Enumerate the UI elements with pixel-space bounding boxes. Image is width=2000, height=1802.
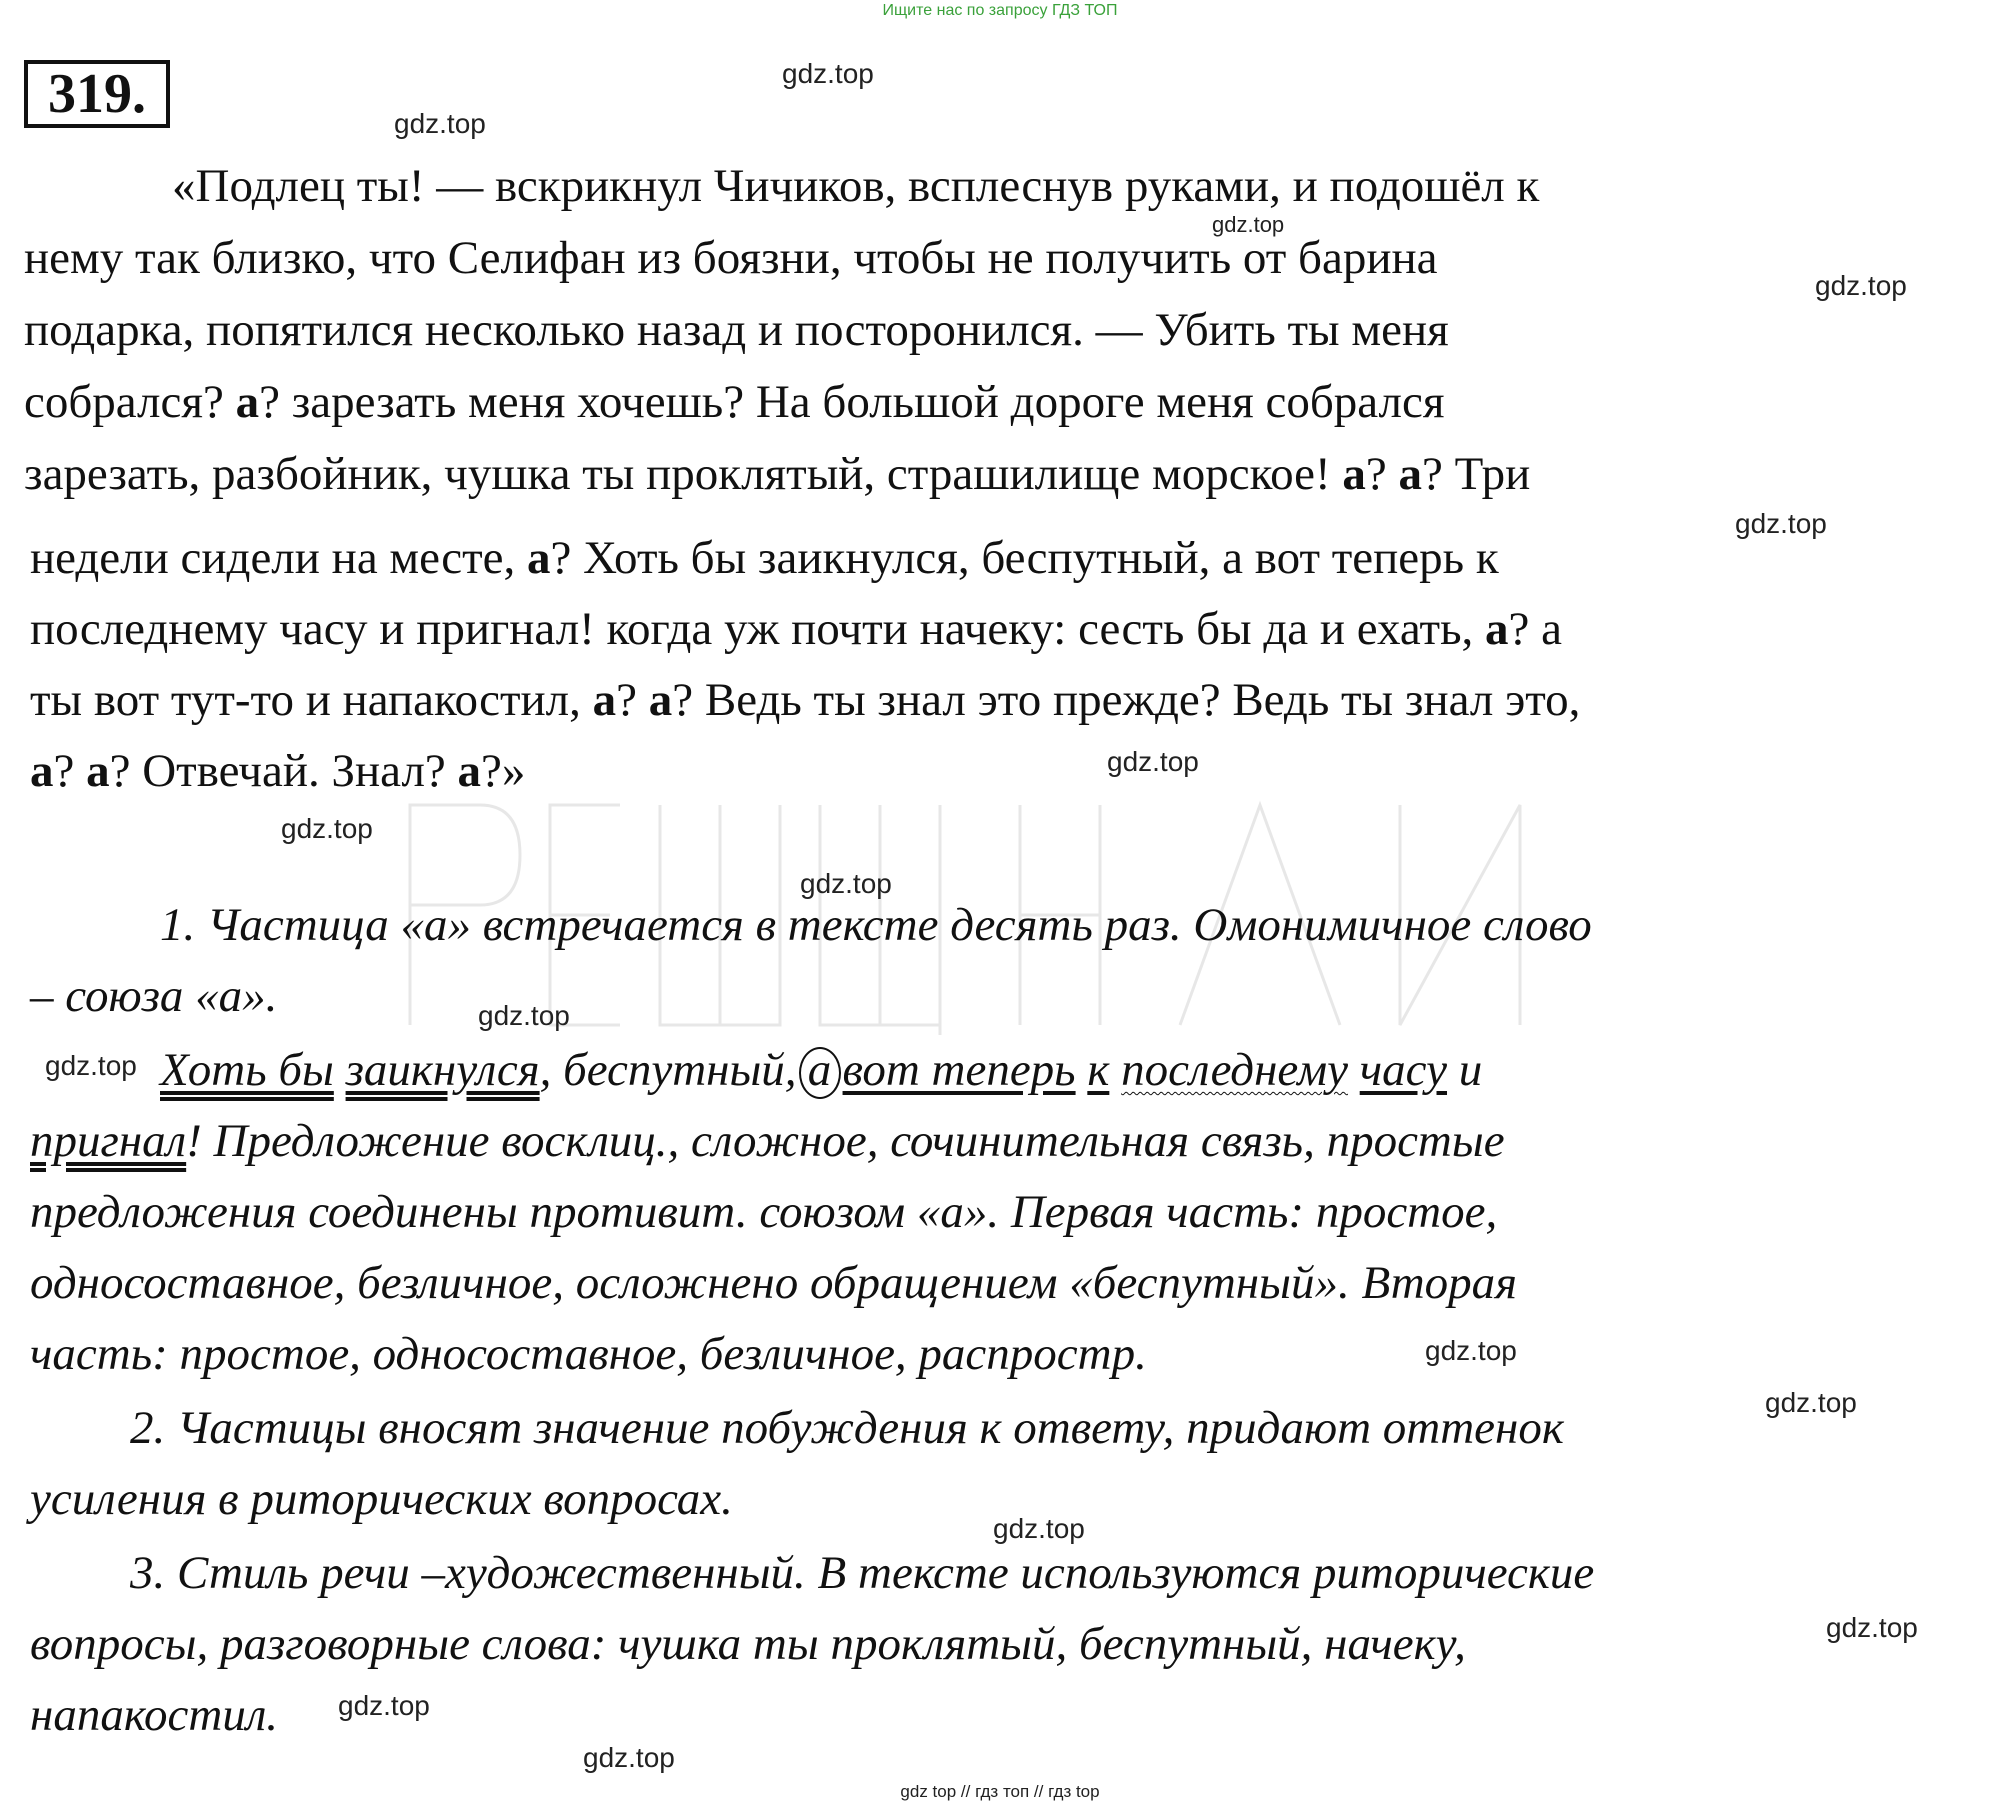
answer-line-11 bbox=[30, 1616, 1466, 1672]
text-segment: «Подлец ты! — вскрикнул Чичиков, всплеснув руками, и подошёл к bbox=[172, 160, 1540, 212]
answer-line-3 bbox=[160, 1042, 1482, 1099]
particle-a: а bbox=[235, 376, 260, 428]
footer-watermark: gdz top // гдз топ // гдз top bbox=[900, 1782, 1100, 1801]
quote-line-3 bbox=[24, 302, 1449, 358]
watermark-text: gdz.top bbox=[782, 58, 874, 89]
quote-line-8 bbox=[30, 672, 1580, 728]
particle-a: а bbox=[592, 674, 617, 726]
answer-line-8 bbox=[130, 1400, 1564, 1456]
quote-line-9 bbox=[30, 743, 525, 799]
top-banner: Ищите нас по запросу ГДЗ ТОП bbox=[882, 2, 1118, 19]
answer-line-2 bbox=[30, 968, 277, 1024]
predicate-underline: заикнулся bbox=[345, 1044, 540, 1096]
task-number: 319. bbox=[24, 60, 170, 128]
text-segment: ты вот тут-то и напакостил, bbox=[30, 674, 593, 726]
watermark-text: gdz.top bbox=[394, 108, 486, 139]
particle-a: а bbox=[526, 532, 551, 584]
text-segment: 1. Частица «а» встречается в тексте десять раз. Омонимичное слово bbox=[160, 899, 1592, 951]
text-segment: ? Три bbox=[1422, 448, 1531, 500]
text-segment: ? а bbox=[1508, 603, 1563, 655]
text-segment bbox=[334, 1044, 346, 1096]
particle-a: а bbox=[1485, 603, 1509, 655]
answer-line-4 bbox=[30, 1113, 1505, 1169]
watermark-text: gdz.top bbox=[1735, 508, 1827, 539]
text-segment: усиления в риторических вопросах. bbox=[30, 1473, 733, 1525]
circled-conjunction: а bbox=[799, 1047, 841, 1099]
watermark-text: gdz.top bbox=[1826, 1612, 1918, 1643]
answer-line-9 bbox=[30, 1471, 733, 1527]
text-segment: последнему часу и пригнал! когда уж почти начеку: сесть бы да и ехать, bbox=[30, 603, 1486, 655]
text-segment: 3. Стиль речи –художественный. В тексте используются риторические bbox=[130, 1547, 1595, 1599]
particle-a: а bbox=[86, 745, 110, 797]
text-segment bbox=[1109, 1044, 1121, 1096]
watermark-text: gdz.top bbox=[1212, 212, 1285, 237]
adverbial-underline: к bbox=[1087, 1044, 1110, 1096]
text-segment: собрался? bbox=[24, 376, 236, 428]
watermark-text: gdz.top bbox=[1765, 1387, 1857, 1418]
text-segment bbox=[1076, 1044, 1088, 1096]
text-segment: и bbox=[1447, 1044, 1483, 1096]
watermark-text: gdz.top bbox=[1815, 270, 1907, 301]
text-segment: ? зарезать меня хочешь? На большой дороге меня собрался bbox=[259, 376, 1445, 428]
text-segment: – союза «а». bbox=[30, 970, 278, 1022]
text-segment: , беспутный, bbox=[539, 1044, 797, 1096]
text-segment: ? bbox=[53, 745, 87, 797]
text-segment: односоставное, безличное, осложнено обращением «беспутный». Вторая bbox=[30, 1257, 1518, 1309]
answer-line-5 bbox=[30, 1184, 1497, 1240]
predicate-underline: Хоть бы bbox=[160, 1044, 334, 1096]
text-segment: подарка, попятился несколько назад и посторонился. — Убить ты меня bbox=[24, 304, 1449, 356]
particle-a: а bbox=[1342, 448, 1366, 500]
text-segment: ?» bbox=[481, 745, 526, 797]
text-segment: ? bbox=[616, 674, 649, 726]
adverbial-underline: вот теперь bbox=[842, 1044, 1076, 1096]
particle-a: а bbox=[648, 674, 673, 726]
watermark-text: gdz.top bbox=[1107, 746, 1199, 777]
adverbial-underline: часу bbox=[1359, 1044, 1448, 1096]
text-segment: ? Отвечай. Знал? bbox=[109, 745, 458, 797]
particle-a: а bbox=[30, 745, 54, 797]
text-segment: 2. Частицы вносят значение побуждения к ответу, придают оттенок bbox=[130, 1402, 1564, 1454]
text-segment: часть: простое, односоставное, безличное, распростр. bbox=[30, 1328, 1147, 1380]
text-segment: зарезать, разбойник, чушка ты проклятый, страшилище морское! bbox=[24, 448, 1343, 500]
text-segment: вопросы, разговорные слова: чушка ты проклятый, беспутный, начеку, bbox=[30, 1618, 1466, 1670]
text-segment: недели сидели на месте, bbox=[30, 532, 527, 584]
answer-line-1 bbox=[160, 897, 1592, 953]
text-segment: ? Ведь ты знал это прежде? Ведь ты знал это, bbox=[672, 674, 1581, 726]
particle-a: а bbox=[457, 745, 482, 797]
particle-a: а bbox=[1398, 448, 1423, 500]
watermark-text: gdz.top bbox=[478, 1000, 570, 1031]
text-segment: напакостил. bbox=[30, 1689, 279, 1741]
answer-line-10 bbox=[130, 1545, 1594, 1601]
text-segment: ! Предложение восклиц., сложное, сочинительная связь, простые bbox=[186, 1115, 1505, 1167]
predicate-underline: пригнал bbox=[30, 1115, 187, 1167]
watermark-text: gdz.top bbox=[1425, 1335, 1517, 1366]
text-segment: ? Хоть бы заикнулся, беспутный, а вот теперь к bbox=[550, 532, 1499, 584]
answer-line-12 bbox=[30, 1687, 278, 1743]
quote-line-2 bbox=[24, 230, 1438, 286]
watermark-text: gdz.top bbox=[45, 1050, 137, 1081]
quote-line-6 bbox=[30, 530, 1499, 586]
text-segment: ? bbox=[1365, 448, 1399, 500]
watermark-text: gdz.top bbox=[583, 1742, 675, 1773]
answer-line-7 bbox=[30, 1326, 1147, 1382]
watermark-text: gdz.top bbox=[993, 1513, 1085, 1544]
quote-line-4 bbox=[24, 374, 1444, 430]
quote-line-7 bbox=[30, 601, 1562, 657]
quote-line-5 bbox=[24, 446, 1530, 502]
quote-line-1 bbox=[172, 158, 1539, 214]
text-segment: нему так близко, что Селифан из боязни, чтобы не получить от барина bbox=[24, 232, 1438, 284]
text-segment: предложения соединены противит. союзом «а». Первая часть: простое, bbox=[30, 1186, 1498, 1238]
watermark-text: gdz.top bbox=[800, 868, 892, 899]
attribute-underline: последнему bbox=[1121, 1044, 1348, 1096]
answer-line-6 bbox=[30, 1255, 1517, 1311]
watermark-text: gdz.top bbox=[338, 1690, 430, 1721]
text-segment bbox=[1348, 1044, 1360, 1096]
watermark-text: gdz.top bbox=[281, 813, 373, 844]
